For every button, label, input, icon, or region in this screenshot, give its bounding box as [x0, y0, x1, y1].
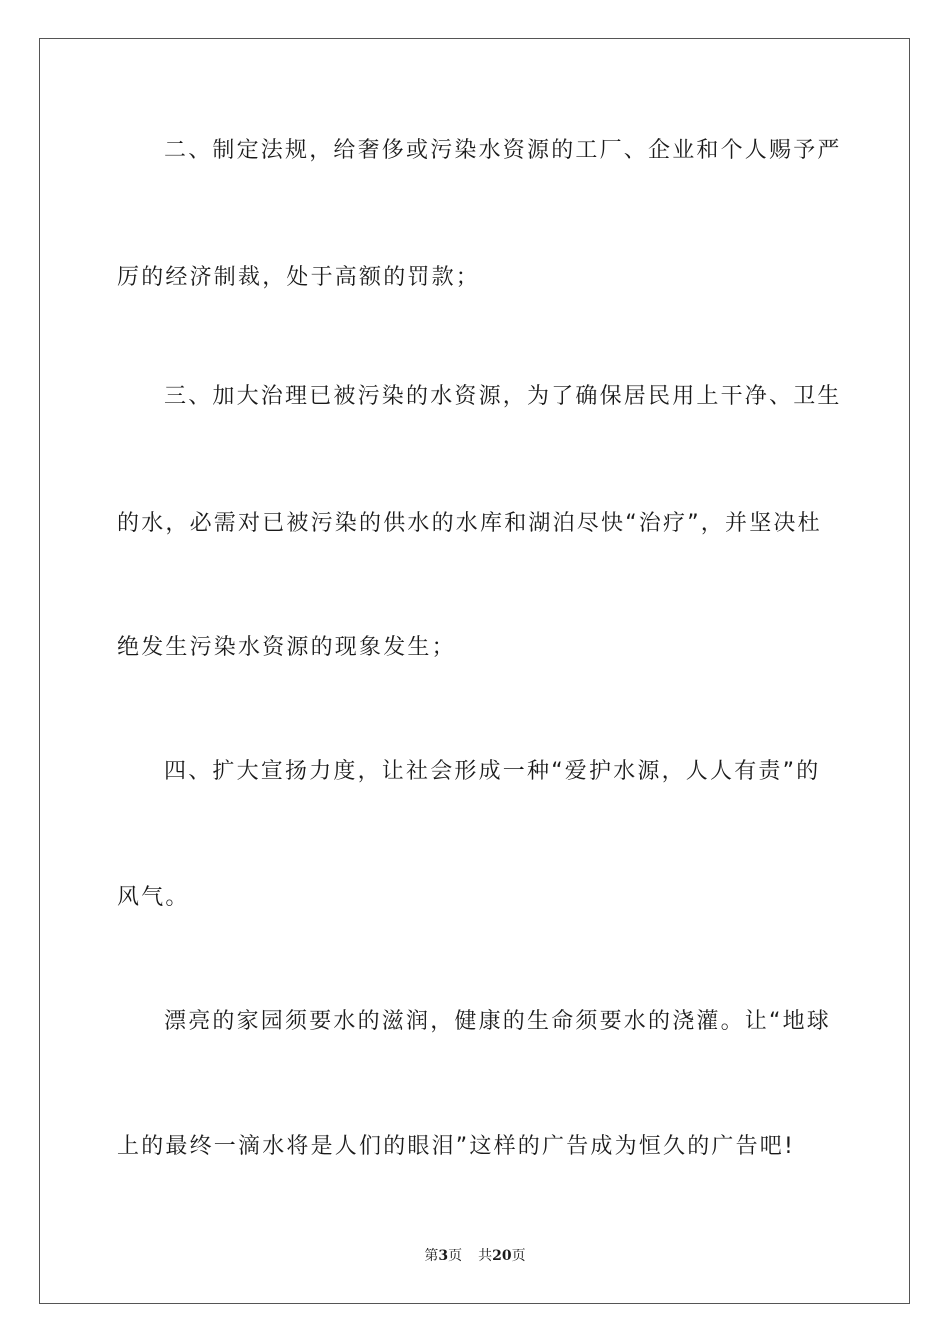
paragraph-3-line-2: 的水，必需对已被污染的供水的水库和湖泊尽快“治疗”，并坚决杜	[117, 511, 822, 536]
paragraph-3-line-1: 三、加大治理已被污染的水资源，为了确保居民用上干净、卫生	[164, 384, 842, 409]
footer-total-pages: 20	[492, 1248, 512, 1264]
footer-total-suffix: 页	[511, 1248, 526, 1264]
paragraph-2-line-2: 厉的经济制裁，处于高额的罚款；	[117, 265, 481, 290]
paragraph-4-line-1: 四、扩大宣扬力度，让社会形成一种“爱护水源，人人有责”的	[164, 759, 821, 784]
footer-page-suffix: 页	[448, 1248, 463, 1264]
footer-total-prefix: 共	[478, 1248, 493, 1264]
paragraph-5-line-1: 漂亮的家园须要水的滋润，健康的生命须要水的浇灌。让“地球	[164, 1009, 831, 1034]
page-border	[39, 38, 910, 1304]
paragraph-4-line-2: 风气。	[117, 885, 190, 910]
paragraph-5-line-2: 上的最终一滴水将是人们的眼泪”这样的广告成为恒久的广告吧!	[117, 1134, 796, 1159]
footer-page-number: 3	[438, 1248, 449, 1264]
page-footer	[0, 1246, 950, 1266]
paragraph-2-line-1: 二、制定法规，给奢侈或污染水资源的工厂、企业和个人赐予严	[164, 138, 842, 163]
paragraph-3-line-3: 绝发生污染水资源的现象发生；	[117, 635, 456, 660]
footer-page-prefix: 第	[424, 1248, 439, 1264]
